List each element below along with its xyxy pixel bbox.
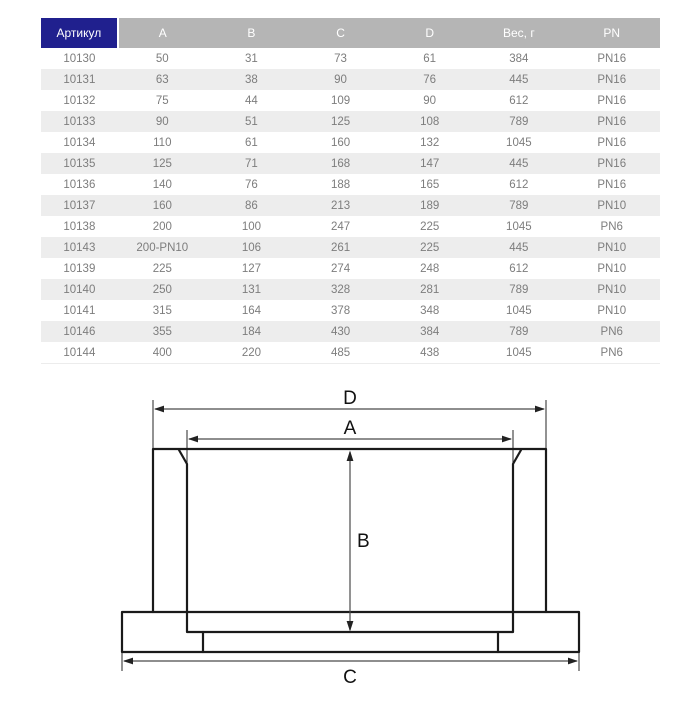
cell-value: 44 — [207, 90, 296, 111]
cell-value: 445 — [474, 153, 563, 174]
cell-value: 106 — [207, 237, 296, 258]
cell-value: 384 — [385, 321, 474, 342]
dimension-c — [122, 653, 579, 688]
header-cell-article: Артикул — [41, 18, 118, 48]
cell-value: 125 — [296, 111, 385, 132]
table-row — [41, 174, 660, 195]
table-row — [41, 237, 660, 258]
cell-value: PN10 — [563, 279, 660, 300]
cell-value: 485 — [296, 342, 385, 364]
header-cell: B — [207, 18, 296, 48]
table-row — [41, 48, 660, 69]
cell-value: 125 — [118, 153, 207, 174]
dimension-label-a: A — [343, 418, 357, 439]
cell-value: 430 — [296, 321, 385, 342]
arrowhead-left — [154, 406, 164, 413]
cell-value: 165 — [385, 174, 474, 195]
cell-value: 225 — [385, 216, 474, 237]
dimension-label-b: B — [357, 531, 370, 552]
arrowhead-right — [535, 406, 545, 413]
arrowhead-up — [347, 451, 354, 462]
cell-value: 355 — [118, 321, 207, 342]
cell-value: 109 — [296, 90, 385, 111]
cell-value: 108 — [385, 111, 474, 132]
cell-value: PN10 — [563, 195, 660, 216]
cell-value: 147 — [385, 153, 474, 174]
cell-value: 90 — [118, 111, 207, 132]
cell-value: 213 — [296, 195, 385, 216]
cell-value: 384 — [474, 48, 563, 69]
cell-value: 438 — [385, 342, 474, 364]
cell-value: PN10 — [563, 258, 660, 279]
table-row — [41, 90, 660, 111]
cell-value: 225 — [385, 237, 474, 258]
cell-value: 100 — [207, 216, 296, 237]
arrowhead-right — [502, 436, 512, 443]
header-cell: A — [118, 18, 207, 48]
cell-value: 789 — [474, 321, 563, 342]
cell-value: 86 — [207, 195, 296, 216]
table-row — [41, 153, 660, 174]
cell-value: 445 — [474, 69, 563, 90]
cell-article: 10133 — [41, 111, 118, 132]
table-row — [41, 216, 660, 237]
cell-value: PN16 — [563, 48, 660, 69]
cell-value: 90 — [296, 69, 385, 90]
cell-value: 50 — [118, 48, 207, 69]
table-row — [41, 321, 660, 342]
cell-value: 132 — [385, 132, 474, 153]
cell-value: 261 — [296, 237, 385, 258]
cell-value: 184 — [207, 321, 296, 342]
cell-value: PN6 — [563, 342, 660, 364]
cell-value: 400 — [118, 342, 207, 364]
cell-value: 378 — [296, 300, 385, 321]
cell-value: 168 — [296, 153, 385, 174]
cell-value: 63 — [118, 69, 207, 90]
cell-value: PN16 — [563, 132, 660, 153]
cell-value: 247 — [296, 216, 385, 237]
cell-value: 789 — [474, 111, 563, 132]
arrowhead-left — [123, 658, 133, 665]
cell-value: 1045 — [474, 132, 563, 153]
dimension-label-d: D — [343, 388, 357, 409]
cell-value: 612 — [474, 90, 563, 111]
technical-drawing — [0, 380, 700, 700]
cell-value: 612 — [474, 258, 563, 279]
cell-value: 51 — [207, 111, 296, 132]
cell-value: 188 — [296, 174, 385, 195]
cell-article: 10135 — [41, 153, 118, 174]
cell-value: 61 — [207, 132, 296, 153]
cell-value: 140 — [118, 174, 207, 195]
cell-value: 38 — [207, 69, 296, 90]
cell-value: PN16 — [563, 174, 660, 195]
cell-article: 10137 — [41, 195, 118, 216]
cell-value: 445 — [474, 237, 563, 258]
table-row — [41, 300, 660, 321]
table-header-row — [41, 18, 660, 48]
table-row — [41, 279, 660, 300]
dimension-label-c: C — [343, 667, 357, 688]
cell-article: 10136 — [41, 174, 118, 195]
cell-value: 200 — [118, 216, 207, 237]
cell-value: PN16 — [563, 153, 660, 174]
cell-value: 225 — [118, 258, 207, 279]
cell-value: 75 — [118, 90, 207, 111]
cell-value: 315 — [118, 300, 207, 321]
cell-value: 1045 — [474, 300, 563, 321]
cell-value: PN6 — [563, 321, 660, 342]
cell-value: 274 — [296, 258, 385, 279]
cell-value: PN10 — [563, 300, 660, 321]
cell-value: 160 — [296, 132, 385, 153]
arrowhead-down — [347, 621, 354, 632]
cell-value: 71 — [207, 153, 296, 174]
cell-value: 73 — [296, 48, 385, 69]
cell-value: PN16 — [563, 90, 660, 111]
cell-value: 61 — [385, 48, 474, 69]
cell-value: 131 — [207, 279, 296, 300]
table-row — [41, 195, 660, 216]
cell-value: 281 — [385, 279, 474, 300]
cell-value: 250 — [118, 279, 207, 300]
flange-section-drawing — [0, 380, 700, 700]
cell-value: 127 — [207, 258, 296, 279]
arrowhead-left — [188, 436, 198, 443]
cell-value: 789 — [474, 195, 563, 216]
cell-value: 31 — [207, 48, 296, 69]
cell-article: 10134 — [41, 132, 118, 153]
cell-value: 789 — [474, 279, 563, 300]
table-row — [41, 342, 660, 364]
arrowhead-right — [568, 658, 578, 665]
cell-value: 90 — [385, 90, 474, 111]
cell-value: 189 — [385, 195, 474, 216]
cell-value: 220 — [207, 342, 296, 364]
cell-value: PN10 — [563, 237, 660, 258]
cell-article: 10132 — [41, 90, 118, 111]
table-row — [41, 111, 660, 132]
header-cell: PN — [563, 18, 660, 48]
cell-article: 10131 — [41, 69, 118, 90]
cell-value: 200-PN10 — [118, 237, 207, 258]
cell-value: PN16 — [563, 111, 660, 132]
cell-article: 10140 — [41, 279, 118, 300]
cell-value: 76 — [385, 69, 474, 90]
cell-value: 110 — [118, 132, 207, 153]
header-cell: Вес, г — [474, 18, 563, 48]
cell-value: PN16 — [563, 69, 660, 90]
cell-article: 10138 — [41, 216, 118, 237]
cell-article: 10146 — [41, 321, 118, 342]
cell-article: 10144 — [41, 342, 118, 364]
dimension-spec-table — [41, 18, 660, 364]
cell-value: 1045 — [474, 342, 563, 364]
header-cell: C — [296, 18, 385, 48]
cell-value: 1045 — [474, 216, 563, 237]
cell-value: 328 — [296, 279, 385, 300]
cell-article: 10143 — [41, 237, 118, 258]
table-row — [41, 258, 660, 279]
cell-value: 164 — [207, 300, 296, 321]
cell-value: PN6 — [563, 216, 660, 237]
cell-value: 76 — [207, 174, 296, 195]
table-row — [41, 132, 660, 153]
cell-value: 160 — [118, 195, 207, 216]
dimension-b — [347, 451, 370, 632]
header-cell: D — [385, 18, 474, 48]
cell-value: 612 — [474, 174, 563, 195]
cell-value: 348 — [385, 300, 474, 321]
cell-article: 10139 — [41, 258, 118, 279]
cell-article: 10130 — [41, 48, 118, 69]
cell-value: 248 — [385, 258, 474, 279]
cell-article: 10141 — [41, 300, 118, 321]
table-row — [41, 69, 660, 90]
